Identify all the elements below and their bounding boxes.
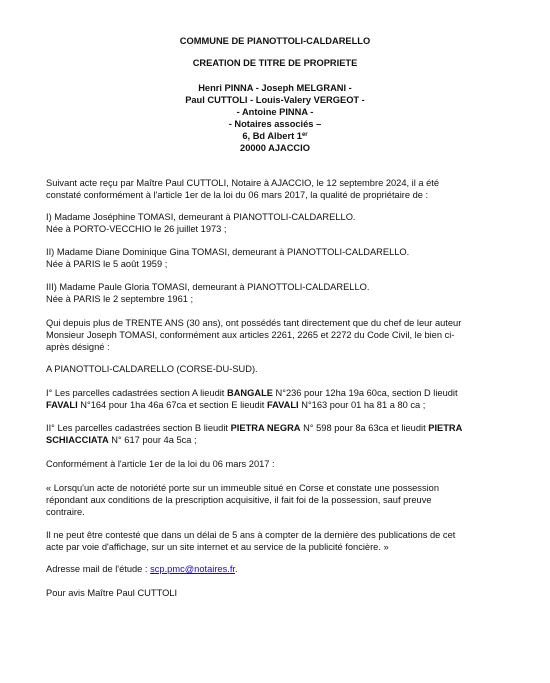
owner-name: I) Madame Joséphine TOMASI, demeurant à PIANOTTOLI-CALDARELLO.	[46, 212, 356, 222]
notaries-line: - Antoine PINNA -	[236, 107, 314, 117]
document-title: CREATION DE TITRE DE PROPRIETE	[192, 58, 358, 68]
text-line: FAVALI N°164 pour 1ha 46a 67ca et section E lieudit FAVALI N°163 pour 01 ha 81 a 80 ca ;	[46, 400, 426, 410]
conformement-line: Conformément à l'article 1er de la loi du 06 mars 2017 :	[46, 459, 275, 469]
lieudit-bangale: BANGALE	[226, 388, 273, 398]
text-line: Suivant acte reçu par Maître Paul CUTTOLI, Notaire à AJACCIO, le 12 septembre 2024, il a été	[46, 178, 440, 188]
email-label: Adresse mail de l'étude :	[46, 564, 151, 574]
office-address	[0, 130, 550, 142]
text-line: « Lorsqu'un acte de notoriété porte sur un immeuble situé en Corse et constate une possession	[46, 483, 439, 493]
email-line	[46, 563, 516, 575]
owner-name: III) Madame Paule Gloria TOMASI, demeurant à PIANOTTOLI-CALDARELLO.	[46, 282, 370, 292]
address-superscript: er	[301, 132, 308, 138]
text-line: Il ne peut être contesté que dans un délai de 5 ans à compter de la dernière des publications de cet	[46, 530, 456, 540]
notaries-line: Henri PINNA - Joseph MELGRANI -	[198, 83, 352, 93]
email-suffix: .	[234, 564, 238, 574]
text-line: II° Les parcelles cadastrées section B lieudit PIETRA NEGRA N° 598 pour 8a 63ca et lieudit PIETRA	[46, 423, 463, 433]
signature-line: Pour avis Maître Paul CUTTOLI	[46, 588, 178, 598]
owner-birth: Née à PARIS le 2 septembre 1961 ;	[46, 294, 194, 304]
intro-paragraph	[46, 177, 516, 201]
location-line: A PIANOTTOLI-CALDARELLO (CORSE-DU-SUD).	[46, 364, 258, 374]
lieudit-schiacciata: SCHIACCIATA	[46, 435, 109, 445]
parcels-section-a	[46, 387, 516, 411]
text-line: acte par voie d'affichage, sur un site internet et au service de la publicité foncière. »	[46, 542, 389, 552]
text-line: contraire.	[46, 507, 85, 517]
possession-paragraph	[46, 317, 516, 353]
notaries-block	[0, 82, 550, 154]
quote-paragraph-1	[46, 482, 516, 518]
text-line: Monsieur Joseph TOMASI, conformément aux articles 2261, 2265 et 2272 du Code Civil, le bien ci-	[46, 330, 455, 340]
owner-1	[46, 211, 516, 235]
office-city: 20000 AJACCIO	[240, 143, 310, 153]
lieudit-pietra-negra: PIETRA NEGRA	[230, 423, 301, 433]
parcels-section-b	[46, 422, 516, 446]
quote-paragraph-2	[46, 529, 516, 553]
text-line: Qui depuis plus de TRENTE ANS (30 ans), ont possédés tant directement que du chef de leur auteur	[46, 318, 462, 328]
owner-birth: Née à PARIS le 5 août 1959 ;	[46, 259, 168, 269]
notaries-line: - Notaires associés –	[228, 119, 322, 129]
lieudit-favali: FAVALI	[46, 400, 78, 410]
lieudit-pietra: PIETRA	[428, 423, 463, 433]
notaries-line: Paul CUTTOLI - Louis-Valery VERGEOT -	[185, 95, 365, 105]
text-line: I° Les parcelles cadastrées section A lieudit BANGALE N°236 pour 12ha 19a 60ca, section D lieudit	[46, 388, 458, 398]
owner-birth: Née à PORTO-VECCHIO le 26 juillet 1973 ;	[46, 224, 227, 234]
commune-heading: COMMUNE DE PIANOTTOLI-CALDARELLO	[179, 36, 371, 46]
address-street: 6, Bd Albert 1	[242, 131, 302, 141]
email-link[interactable]: scp.pmc@notaires.fr	[150, 564, 235, 574]
text-line: après désigné :	[46, 342, 110, 352]
text-line: répondant aux conditions de la prescription acquisitive, il fait foi de la possession, sauf preuve	[46, 495, 432, 505]
text-line: SCHIACCIATA N° 617 pour 4a 5ca ;	[46, 435, 197, 445]
owner-name: II) Madame Diane Dominique Gina TOMASI, demeurant à PIANOTTOLI-CALDARELLO.	[46, 247, 410, 257]
owner-3	[46, 281, 516, 305]
text-line: constaté conformément à l'article 1er de la loi du 06 mars 2017, la qualité de propriétaire de :	[46, 190, 429, 200]
owner-2	[46, 246, 516, 270]
lieudit-favali: FAVALI	[266, 400, 299, 410]
